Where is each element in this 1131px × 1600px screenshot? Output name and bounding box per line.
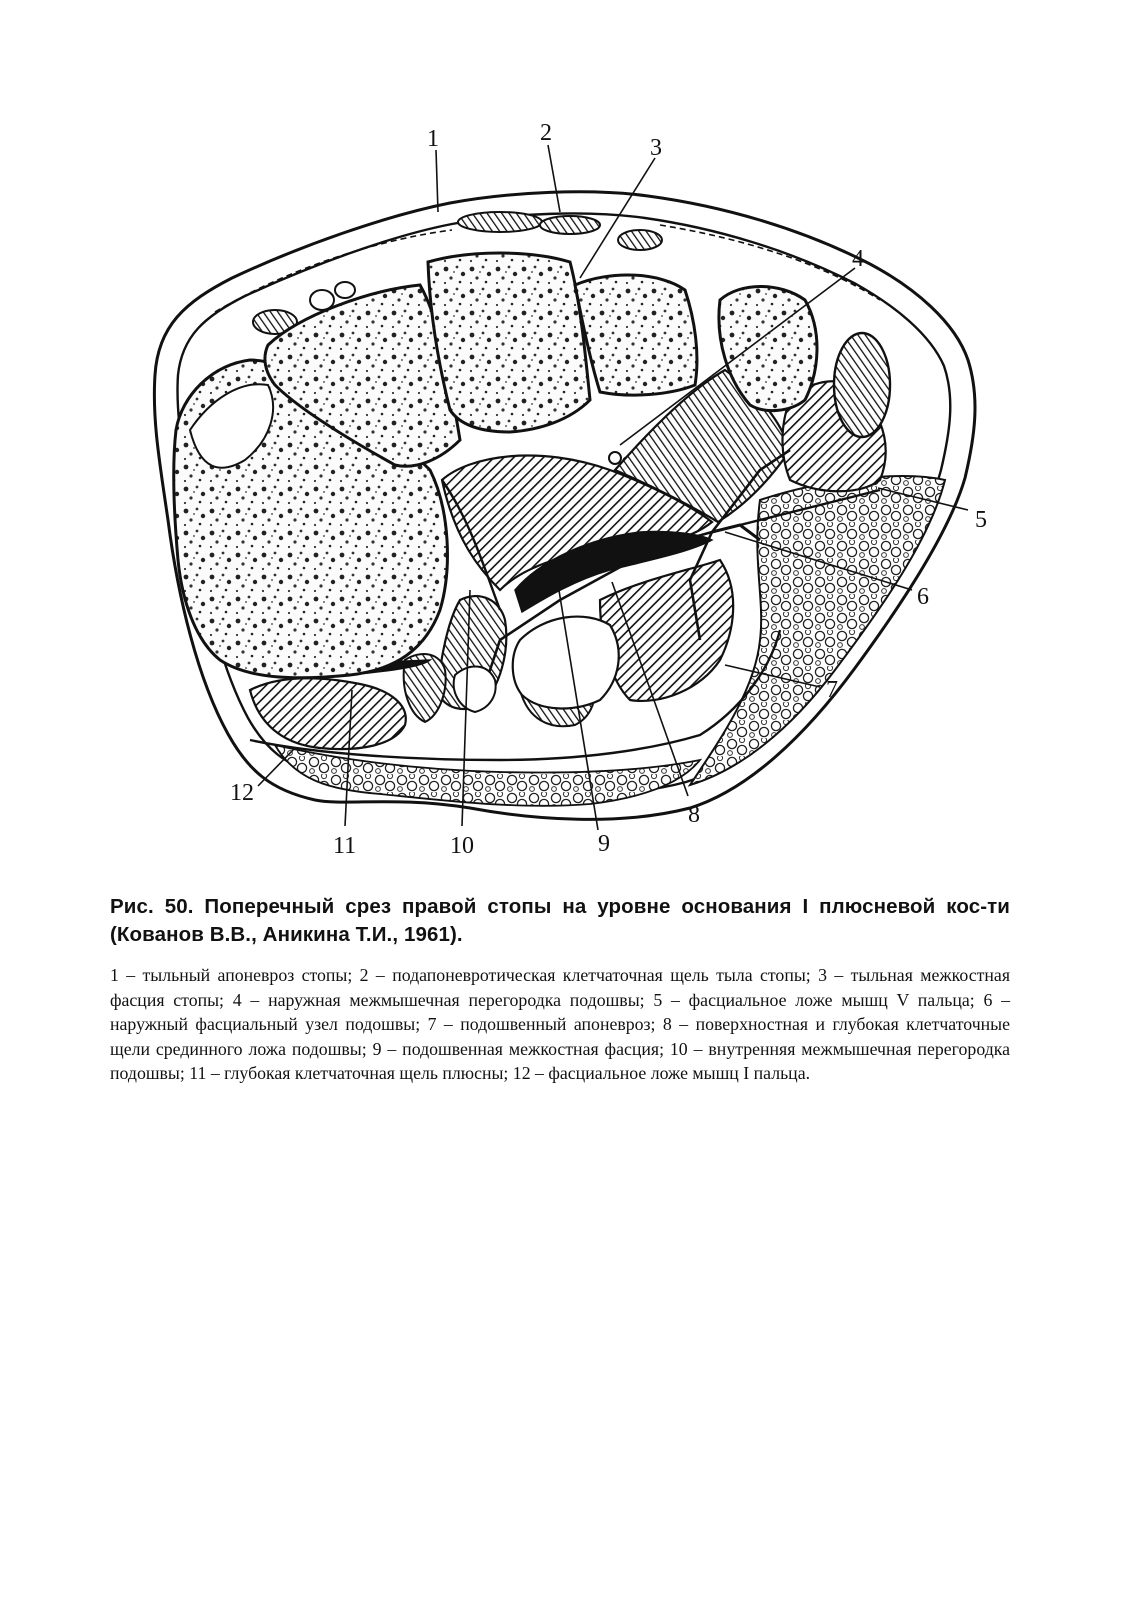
callout-4: 4	[852, 246, 864, 272]
callout-5: 5	[975, 507, 987, 533]
callout-9: 9	[598, 831, 610, 857]
callout-1: 1	[427, 126, 439, 152]
callout-6: 6	[917, 584, 929, 610]
callout-10: 10	[450, 833, 474, 859]
figure-caption	[110, 893, 1010, 1086]
callout-12: 12	[230, 780, 254, 806]
callout-8: 8	[688, 802, 700, 828]
callout-2: 2	[540, 120, 552, 146]
callout-11: 11	[333, 833, 357, 859]
callout-7: 7	[826, 677, 838, 703]
callout-3: 3	[650, 135, 662, 161]
caption-legend: 1 – тыльный апоневроз стопы; 2 – подапоневротическая клетчаточная щель тыла стопы; 3 – тыльная межкостная фасция стопы; 4 – наружная межмышечная перегородка подошвы; 5 – фасциальное ложе мышц V пальца; 6 – наружный фасциальный узел подошвы; 7 – подошвенный апоневроз; 8 – поверхностная и глубокая клетчаточные щели срединного ложа подошвы; 9 – подошвенная межкостная фасция; 10 – внутренняя межмышечная перегородка подошвы; 11 – глубокая клетчаточная щель плюсны; 12 – фасциальное ложе мышц I пальца.	[110, 965, 1010, 1083]
caption-title: Рис. 50. Поперечный срез правой стопы на уровне основания I плюсневой кос-ти (Кованов В.В., Аникина Т.И., 1961).	[110, 895, 1010, 946]
